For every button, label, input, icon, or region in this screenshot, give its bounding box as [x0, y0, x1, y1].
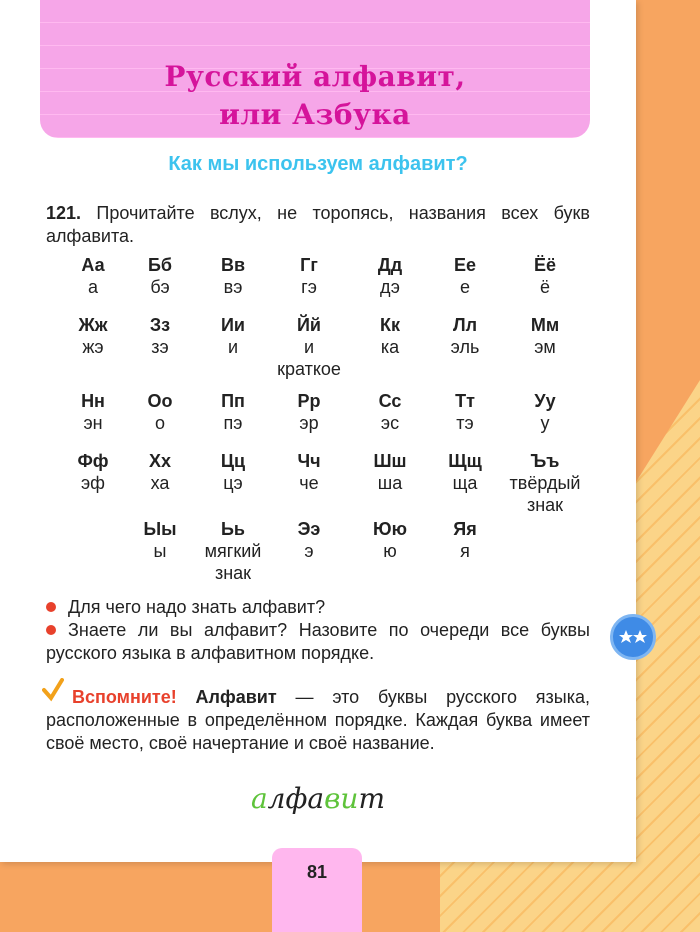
alphabet-cell [500, 450, 590, 516]
alphabet-cell [420, 254, 510, 298]
letter-pair: Ьь [220, 519, 245, 539]
letter-name: эр [299, 413, 319, 433]
letter-pair: Лл [452, 315, 478, 335]
vocab-part-2: л [267, 782, 286, 815]
letter-name: а [87, 277, 98, 297]
letter-pair: Сс [378, 391, 402, 411]
letter-pair: Чч [297, 451, 321, 471]
letter-pair: Юю [373, 519, 407, 539]
alphabet-cell [264, 314, 354, 380]
remember-term: Алфавит [195, 687, 277, 707]
letter-pair: Оо [147, 391, 173, 411]
letter-name: эф [81, 473, 105, 493]
letter-name: зэ [151, 337, 169, 357]
letter-pair: Уу [534, 391, 556, 411]
letter-name-extra: знак [526, 495, 564, 515]
letter-name: эс [380, 413, 400, 433]
letter-pair: Цц [220, 451, 246, 471]
alphabet-cell [264, 390, 354, 434]
letter-name: э [304, 541, 314, 561]
letter-pair: Тт [455, 391, 475, 411]
title-line-2: или Азбука [219, 98, 411, 131]
letter-name: ха [150, 473, 170, 493]
letter-pair: Йй [296, 315, 321, 335]
alphabet-cell [500, 314, 590, 358]
section-subtitle: Как мы используем алфавит? [168, 153, 468, 175]
question-2 [46, 619, 590, 665]
letter-name: пэ [223, 413, 243, 433]
letter-pair: Рр [297, 391, 321, 411]
letter-name: ы [153, 541, 167, 561]
letter-pair: Пп [221, 391, 245, 411]
letter-name: цэ [223, 473, 243, 493]
letter-pair: Зз [149, 315, 171, 335]
letter-name: тэ [456, 413, 474, 433]
alphabet-cell [420, 518, 510, 562]
vocab-part-3: фа [285, 782, 325, 815]
exercise-text: Прочитайте вслух, не торопясь, названия всех букв алфавита. [46, 203, 590, 246]
letter-pair: Ее [453, 255, 477, 275]
letter-name: и [303, 337, 315, 357]
letter-name: жэ [82, 337, 104, 357]
letter-name-extra: знак [214, 563, 252, 583]
letter-pair: Ёё [533, 255, 557, 275]
alphabet-cell [264, 450, 354, 494]
letter-name-extra: краткое [277, 359, 341, 379]
vocab-part-4: ви [324, 782, 359, 815]
alphabet-cell [264, 254, 354, 298]
letter-name: че [299, 473, 319, 493]
letter-pair: Аа [81, 255, 105, 275]
vocab-part-5: т [358, 782, 386, 815]
letter-name: дэ [380, 277, 400, 297]
letter-pair: Шш [373, 451, 407, 471]
letter-pair: Кк [380, 315, 400, 335]
letter-pair: Вв [220, 255, 246, 275]
letter-pair: Ыы [143, 519, 177, 539]
letter-pair: Щщ [448, 451, 482, 471]
letter-name: и [227, 337, 239, 357]
letter-name: ка [380, 337, 400, 357]
letter-name: ща [452, 473, 478, 493]
letter-name: я [460, 541, 470, 561]
page-title [40, 58, 590, 134]
star-badge-icon [610, 614, 656, 660]
remember-label: Вспомните! [72, 687, 177, 707]
letter-name: эн [83, 413, 103, 433]
letter-pair: Дд [377, 255, 403, 275]
bullet-icon [46, 602, 56, 612]
alphabet-cell [500, 254, 590, 298]
vocab-part-1: а [250, 782, 268, 815]
letter-pair: Жж [78, 315, 108, 335]
letter-name: у [540, 413, 550, 433]
letter-name: ю [383, 541, 397, 561]
question-2-text: Знаете ли вы алфавит? Назовите по очереди все буквы русского языка в алфавитном порядке. [46, 620, 590, 663]
letter-name: твёрдый [509, 473, 581, 493]
letter-pair: Ээ [297, 519, 321, 539]
letter-pair: Ъъ [530, 451, 560, 471]
letter-name: о [154, 413, 165, 433]
letter-name: эм [534, 337, 556, 357]
letter-name: е [459, 277, 470, 297]
header-banner [40, 0, 590, 138]
exercise-121 [46, 202, 590, 248]
letter-name: эль [450, 337, 480, 357]
letter-pair: Гг [300, 255, 318, 275]
letter-pair: Хх [148, 451, 172, 471]
remember-text: — это буквы русского языка, расположенные в определённом порядке. Каждая буква имеет своё место, своё начертание и своё название. [46, 687, 590, 753]
letter-name: ша [377, 473, 403, 493]
vocabulary-word [0, 782, 636, 815]
question-1-text: Для чего надо знать алфавит? [68, 597, 326, 617]
letter-pair: Ии [220, 315, 245, 335]
exercise-number: 121. [46, 203, 82, 223]
remember-block [46, 686, 590, 755]
title-line-1: Русский алфавит, [164, 60, 466, 93]
letter-pair: Фф [77, 451, 109, 471]
letter-name: мягкий [204, 541, 262, 561]
page-number-tab [272, 848, 362, 932]
page-number: 81 [306, 862, 328, 882]
letter-pair: Мм [530, 315, 560, 335]
alphabet-cell [420, 314, 510, 358]
letter-pair: Яя [453, 519, 477, 539]
letter-name: бэ [150, 277, 170, 297]
letter-name: вэ [223, 277, 243, 297]
letter-pair: Нн [81, 391, 105, 411]
letter-name: гэ [301, 277, 317, 297]
alphabet-cell [500, 390, 590, 434]
letter-pair: Бб [147, 255, 173, 275]
letter-name: ё [539, 277, 550, 297]
question-1 [46, 596, 590, 619]
bullet-icon [46, 625, 56, 635]
alphabet-cell [420, 450, 510, 494]
alphabet-cell [264, 518, 354, 562]
alphabet-cell [420, 390, 510, 434]
